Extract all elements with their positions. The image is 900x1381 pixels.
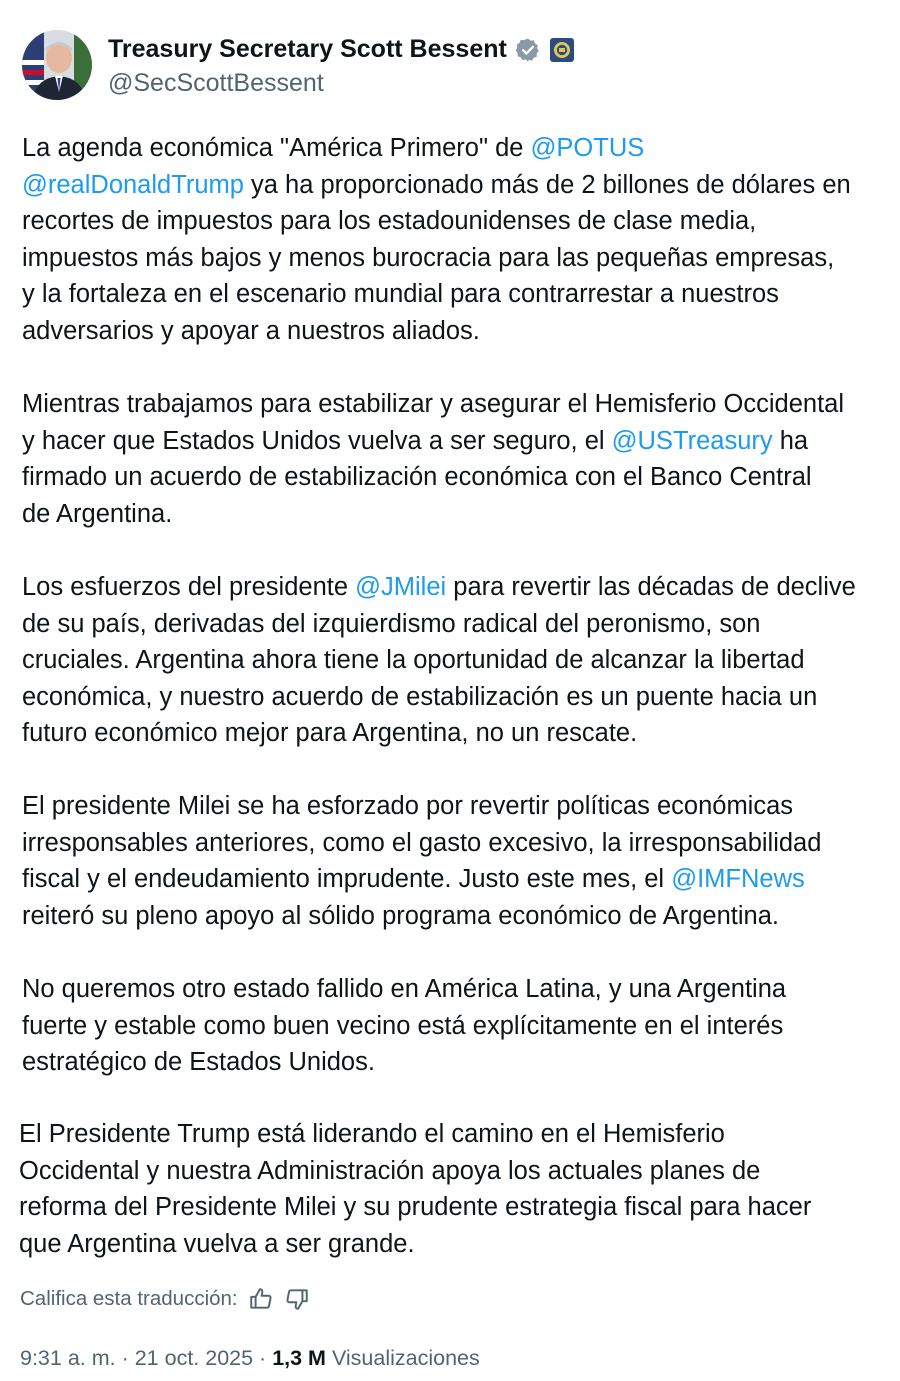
mention-link[interactable]: @JMilei	[355, 573, 447, 601]
tweet-text: El Presidente Trump está liderando el camino en el Hemisferio	[19, 1120, 725, 1148]
tweet-line	[22, 569, 892, 606]
tweet-text: y la fortaleza en el escenario mundial para contrarrestar a nuestros	[22, 280, 779, 308]
tweet-text: estratégico de Estados Unidos.	[22, 1048, 375, 1076]
tweet-time[interactable]: 9:31 a. m.	[20, 1346, 116, 1370]
tweet-text: futuro económico mejor para Argentina, no un rescate.	[22, 719, 638, 747]
tweet-line	[19, 1189, 889, 1226]
separator: ·	[253, 1346, 273, 1370]
tweet-line	[22, 423, 892, 460]
tweet-header	[22, 30, 575, 100]
tweet-paragraph	[22, 130, 892, 349]
tweet-text: reforma del Presidente Milei y su prudente estrategia fiscal para hacer	[19, 1193, 812, 1221]
tweet-text: recortes de impuestos para los estadounidenses de clase media,	[22, 207, 757, 235]
tweet-line	[19, 1153, 889, 1190]
tweet-text: Los esfuerzos del presidente	[22, 573, 356, 601]
tweet-line	[19, 1116, 889, 1153]
tweet-line	[22, 971, 892, 1008]
tweet-text: El presidente Milei se ha esforzado por revertir políticas económicas	[22, 792, 794, 820]
author-display-name[interactable]: Treasury Secretary Scott Bessent	[108, 35, 507, 63]
tweet-text: No queremos otro estado fallido en América Latina, y una Argentina	[22, 975, 787, 1003]
rate-translation-label: Califica esta traducción:	[20, 1287, 238, 1310]
tweet-text: y hacer que Estados Unidos vuelva a ser seguro, el	[22, 426, 612, 455]
tweet-text: firmado un acuerdo de estabilización económica con el Banco Central	[22, 463, 812, 491]
author-handle[interactable]: @SecScottBessent	[108, 68, 324, 97]
tweet-text: económica, y nuestro acuerdo de estabilización es un puente hacia un	[22, 682, 818, 711]
mention-link[interactable]: @USTreasury	[611, 426, 773, 455]
tweet-text: cruciales. Argentina ahora tiene la oportunidad de alcanzar la libertad	[22, 646, 805, 674]
tweet-line	[22, 1008, 892, 1045]
tweet-paragraph	[19, 1116, 889, 1262]
tweet-line	[22, 606, 892, 643]
mention-link[interactable]: @realDonaldTrump	[22, 170, 244, 199]
tweet-text: La agenda económica "América Primero" de	[22, 134, 531, 162]
tweet-line	[22, 861, 892, 898]
tweet-text: para revertir las décadas de declive	[446, 573, 856, 601]
tweet-line	[22, 203, 892, 240]
tweet-line	[22, 825, 892, 862]
tweet-paragraph	[22, 386, 892, 532]
tweet-paragraph	[22, 971, 892, 1081]
tweet-line	[22, 898, 892, 935]
views-count: 1,3 M	[272, 1346, 326, 1370]
tweet-line	[22, 130, 892, 167]
tweet-text: impuestos más bajos y menos burocracia para las pequeñas empresas,	[22, 243, 835, 272]
tweet-line	[22, 642, 892, 679]
tweet-paragraph	[22, 569, 892, 752]
tweet-date[interactable]: 21 oct. 2025	[134, 1346, 254, 1370]
tweet-text: fuerte y estable como buen vecino está explícitamente en el interés	[22, 1011, 784, 1040]
mention-link[interactable]: @IMFNews	[671, 865, 805, 893]
tweet-paragraph	[22, 788, 892, 934]
tweet-text: de Argentina.	[22, 499, 173, 528]
tweet-meta	[20, 1346, 480, 1371]
tweet-text: de su país, derivadas del izquierdismo radical del peronismo, son	[22, 609, 761, 638]
verified-badge-icon[interactable]	[515, 37, 541, 63]
views-label: Visualizaciones	[325, 1346, 480, 1370]
tweet-line	[22, 496, 892, 533]
tweet-text: Occidental y nuestra Administración apoya los actuales planes de	[19, 1156, 761, 1185]
tweet-line	[22, 167, 892, 204]
avatar-image	[22, 30, 92, 100]
tweet-line	[22, 240, 892, 277]
tweet-line	[22, 313, 892, 350]
tweet-text: ha	[772, 426, 809, 455]
tweet-line	[22, 715, 892, 752]
tweet-line	[22, 1044, 892, 1081]
tweet-line	[22, 459, 892, 496]
tweet-text: reiteró su pleno apoyo al sólido programa económico de Argentina.	[22, 901, 779, 930]
avatar[interactable]	[22, 30, 92, 100]
tweet-line	[19, 1226, 889, 1263]
thumbs-down-icon[interactable]	[284, 1286, 310, 1312]
tweet-line	[22, 788, 892, 825]
translation-rating	[20, 1286, 310, 1312]
tweet-text: Mientras trabajamos para estabilizar y asegurar el Hemisferio Occidental	[22, 390, 845, 418]
tweet-line	[22, 679, 892, 716]
tweet-text: ya ha proporcionado más de 2 billones de dólares en	[243, 170, 851, 199]
tweet-line	[22, 276, 892, 313]
tweet-text: fiscal y el endeudamiento imprudente. Justo este mes, el	[22, 865, 672, 893]
mention-link[interactable]: @POTUS	[530, 134, 645, 162]
treasury-seal-icon[interactable]	[549, 37, 575, 63]
thumbs-up-icon[interactable]	[248, 1286, 274, 1312]
tweet-line	[22, 386, 892, 423]
tweet-text: adversarios y apoyar a nuestros aliados.	[22, 316, 480, 345]
separator: ·	[115, 1346, 135, 1370]
tweet-text: irresponsables anteriores, como el gasto excesivo, la irresponsabilidad	[22, 828, 822, 857]
tweet-text: que Argentina vuelva a ser grande.	[19, 1229, 415, 1258]
